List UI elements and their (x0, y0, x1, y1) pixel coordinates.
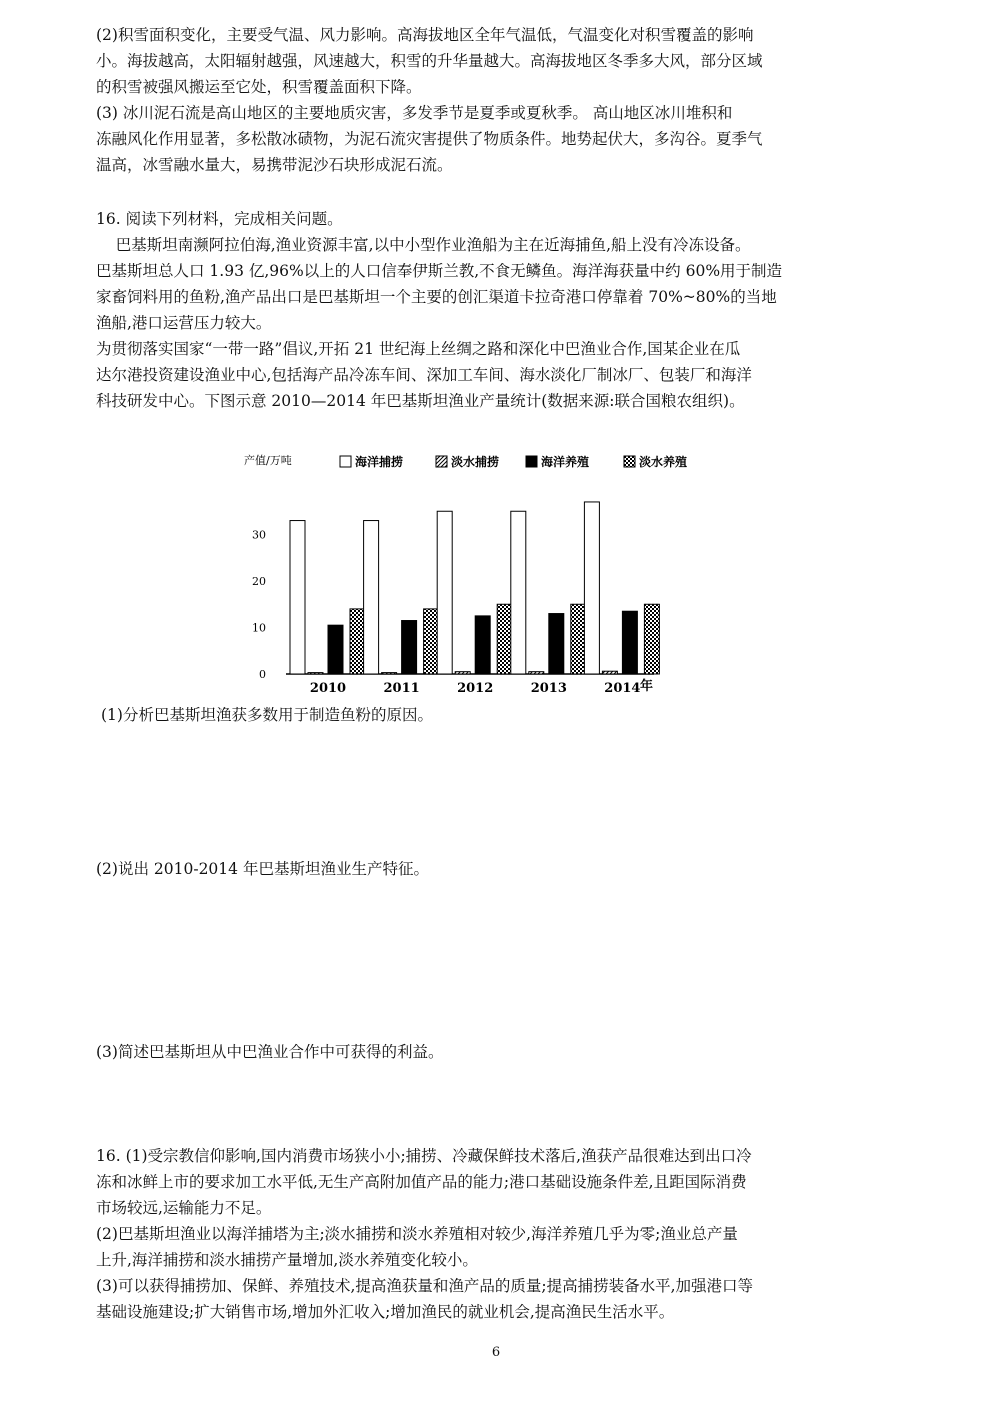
legend-label: 海洋捕捞 (355, 455, 404, 469)
legend-label: 淡水养殖 (639, 455, 688, 469)
answer-block-16 (96, 1143, 856, 1325)
text-line: 市场较远,运输能力不足。 (96, 1199, 272, 1217)
text-line: 温高，冰雪融水量大，易携带泥沙石块形成泥石流。 (96, 156, 453, 174)
text-line: 渔船,港口运营压力较大。 (96, 314, 272, 332)
bar-淡水捕捞-2011 (382, 673, 397, 674)
legend-swatch (436, 456, 447, 467)
legend-swatch (526, 456, 537, 467)
bar-淡水捕捞-2010 (308, 673, 323, 674)
bar-海洋养殖-2010 (328, 625, 343, 674)
bar-海洋养殖-2011 (402, 621, 417, 674)
x-axis-ticks (310, 681, 641, 696)
x-tick-label: 2010 (309, 681, 347, 696)
text-line: 的积雪被强风搬运至它处，积雪覆盖面积下降。 (96, 78, 422, 96)
text-line: 巴基斯坦南濒阿拉伯海,渔业资源丰富,以中小型作业渔船为主在近海捕鱼,船上没有冷冻设备。 (96, 236, 751, 254)
bar-淡水捕捞-2012 (455, 672, 470, 674)
text-line: 为贯彻落实国家“一带一路”倡议,开拓 21 世纪海上丝绸之路和深化中巴渔业合作,国某企业在瓜 (96, 340, 741, 358)
x-axis-unit: 年 (640, 679, 654, 694)
bar-淡水养殖-2011 (424, 609, 439, 674)
question-text: (1)分析巴基斯坦渔获多数用于制造鱼粉的原因。 (101, 706, 433, 724)
question-16-3 (96, 1039, 856, 1065)
legend-label: 海洋养殖 (541, 455, 590, 469)
text-line: 基础设施建设;扩大销售市场,增加外汇收入;增加渔民的就业机会,提高渔民生活水平。 (96, 1303, 675, 1321)
text-line: (3)可以获得捕捞加、保鲜、养殖技术,提高渔获量和渔产品的质量;提高捕捞装备水平,加强港口等 (96, 1277, 754, 1295)
bar-chart-svg (236, 448, 688, 698)
y-axis-label: 产值/万吨 (244, 454, 292, 467)
bar-海洋捕捞-2010 (290, 521, 305, 674)
x-tick-label: 2013 (530, 681, 567, 696)
text-line: 小。海拔越高，太阳辐射越强，风速越大，积雪的升华量越大。高海拔地区冬季多大风，部分区域 (96, 52, 763, 70)
bar-海洋养殖-2012 (475, 616, 490, 674)
chart-bars (290, 502, 659, 674)
bar-海洋养殖-2014 (622, 611, 637, 674)
fishery-production-chart (236, 448, 688, 698)
answer-block-15 (96, 22, 856, 178)
legend-label: 淡水捕捞 (451, 455, 500, 469)
question-heading: 16. 阅读下列材料，完成相关问题。 (96, 210, 343, 228)
bar-海洋捕捞-2013 (511, 511, 526, 674)
question-text: (2)说出 2010-2014 年巴基斯坦渔业生产特征。 (96, 860, 429, 878)
question-text: (3)简述巴基斯坦从中巴渔业合作中可获得的利益。 (96, 1043, 444, 1061)
bar-淡水捕捞-2014 (602, 671, 617, 674)
question-16-material (96, 206, 856, 414)
chart-legend (340, 454, 687, 469)
y-axis-ticks (252, 529, 266, 682)
legend-swatch (340, 456, 351, 467)
y-tick-label: 0 (259, 668, 266, 681)
bar-淡水养殖-2013 (571, 604, 586, 674)
x-tick-label: 2014 (604, 681, 641, 696)
x-tick-label: 2011 (383, 681, 420, 696)
text-line: (2)积雪面积变化，主要受气温、风力影响。高海拔地区全年气温低，气温变化对积雪覆盖的影响 (96, 26, 754, 44)
bar-海洋捕捞-2011 (364, 521, 379, 674)
text-line: 科技研发中心。下图示意 2010—2014 年巴基斯坦渔业产量统计(数据来源:联合国粮农组织)。 (96, 392, 745, 410)
text-line: 家畜饲料用的鱼粉,渔产品出口是巴基斯坦一个主要的创汇渠道卡拉奇港口停靠着 70%~80%的当地 (96, 288, 777, 306)
y-tick-label: 30 (252, 528, 266, 542)
bar-淡水养殖-2012 (497, 604, 512, 674)
text-line: 巴基斯坦总人口 1.93 亿,96%以上的人口信奉伊斯兰教,不食无鳞鱼。海洋海获量中约 60%用于制造 (96, 262, 783, 280)
bar-淡水养殖-2014 (644, 604, 659, 674)
text-line: 冻融风化作用显著，多松散冰碛物，为泥石流灾害提供了物质条件。地势起伏大，多沟谷。夏季气 (96, 130, 763, 148)
legend-swatch (624, 456, 635, 467)
bar-淡水养殖-2010 (350, 609, 365, 674)
text-line: 上升,海洋捕捞和淡水捕捞产量增加,淡水养殖变化较小。 (96, 1251, 478, 1269)
bar-海洋捕捞-2012 (437, 511, 452, 674)
y-tick-label: 20 (252, 575, 266, 588)
text-line: 达尔港投资建设渔业中心,包括海产品冷冻车间、深加工车间、海水淡化厂制冰厂、包装厂和海洋 (96, 366, 752, 384)
x-tick-label: 2012 (457, 681, 494, 696)
question-16-2 (96, 856, 856, 882)
bar-海洋捕捞-2014 (584, 502, 599, 674)
text-line: (3) 冰川泥石流是高山地区的主要地质灾害，多发季节是夏季或夏秋季。 高山地区冰川堆积和 (96, 104, 733, 122)
text-line: (2)巴基斯坦渔业以海洋捕塔为主;淡水捕捞和淡水养殖相对较少,海洋养殖几乎为零;渔业总产量 (96, 1225, 738, 1243)
y-tick-label: 10 (252, 621, 266, 635)
text-line: 冻和冰鲜上市的要求加工水平低,无生产高附加值产品的能力;港口基础设施条件差,且距国际消费 (96, 1173, 747, 1191)
bar-海洋养殖-2013 (549, 614, 564, 674)
question-16-1 (101, 702, 861, 728)
page-number: 6 (491, 1345, 501, 1360)
text-line: 16. (1)受宗教信仰影响,国内消费市场狭小小;捕捞、冷藏保鲜技术落后,渔获产品很难达到出口冷 (96, 1147, 752, 1165)
bar-淡水捕捞-2013 (529, 672, 544, 674)
